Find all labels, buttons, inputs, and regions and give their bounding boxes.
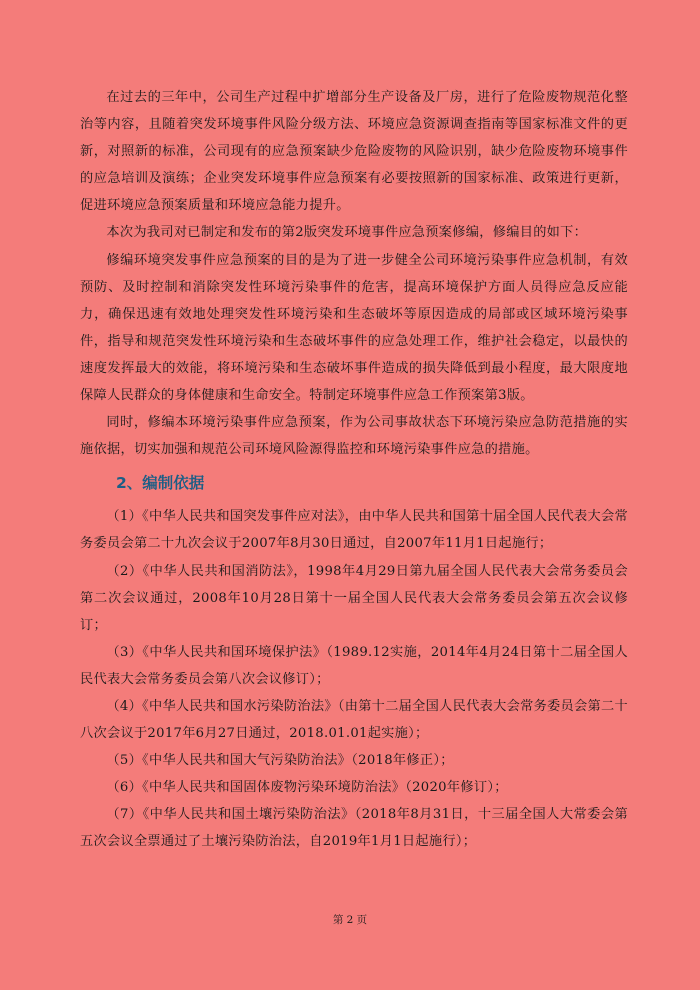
basis-item-4: （4）《中华人民共和国水污染防治法》（由第十二届全国人民代表大会常务委员会第二十八次会议于2017年6月27日通过，2018.01.01起实施）； bbox=[80, 698, 628, 742]
intro-paragraph-2: 本次为我司对已制定和发布的第2版突发环境事件应急预案修编，修编目的如下： bbox=[106, 225, 588, 241]
basis-item-3: （3）《中华人民共和国环境保护法》（1989.12实施，2014年4月24日第十二届全国人民代表大会常务委员会第八次会议修订）； bbox=[80, 644, 628, 687]
page-number: 第 2 页 bbox=[332, 914, 368, 926]
basis-item-5: （5）《中华人民共和国大气污染防治法》（2018年修正）； bbox=[106, 753, 454, 769]
basis-item-7: （7）《中华人民共和国土壤污染防治法》（2018年8月31日，十三届全国人大常委会第五次会议全票通过了土壤污染防治法，自2019年1月1日起施行）； bbox=[80, 807, 628, 850]
section-heading: 2、编制依据 bbox=[116, 474, 205, 493]
page-content bbox=[80, 84, 628, 856]
intro-paragraph-3: 修编环境突发事件应急预案的目的是为了进一步健全公司环境污染事件应急机制，有效预防、及时控制和消除突发性环境污染事件的危害，提高环境保护方面人员得应急反应能力，确保迅速有效地处理突发性环境污染和生态破坏等原因造成的局部或区域环境污染事件，指导和规范突发性环境污染和生态破坏事件的应急处理工作，维护社会稳定，以最快的速度发挥最大的效能，将环境污染和生态破坏事件造成的损失降低到最小程度，最大限度地保障人民群众的身体健康和生命安全。特制定环境事件应急工作预案第3版。 bbox=[80, 252, 628, 404]
basis-item-1: （1）《中华人民共和国突发事件应对法》，由中华人民共和国第十届全国人民代表大会常务委员会第二十九次会议于2007年8月30日通过，自2007年11月1日起施行； bbox=[80, 509, 628, 552]
basis-item-6: （6）《中华人民共和国固体废物污染环境防治法》（2020年修订）； bbox=[106, 780, 508, 796]
basis-item-2: （2）《中华人民共和国消防法》，1998年4月29日第九届全国人民代表大会常务委员会第二次会议通过，2008年10月28日第十一届全国人民代表大会常务委员会第五次会议修订； bbox=[80, 563, 628, 633]
intro-paragraph-4: 同时，修编本环境污染事件应急预案，作为公司事故状态下环境污染应急防范措施的实施依据，切实加强和规范公司环境风险源得监控和环境污染事件应急的措施。 bbox=[80, 415, 628, 458]
intro-paragraph-1: 在过去的三年中，公司生产过程中扩增部分生产设备及厂房，进行了危险废物规范化整治等内容，且随着突发环境事件风险分级方法、环境应急资源调查指南等国家标准文件的更新，对照新的标准，公司现有的应急预案缺少危险废物的风险识别，缺少危险废物环境事件的应急培训及演练；企业突发环境事件应急预案有必要按照新的国家标准、政策进行更新，促进环境应急预案质量和环境应急能力提升。 bbox=[80, 90, 628, 214]
